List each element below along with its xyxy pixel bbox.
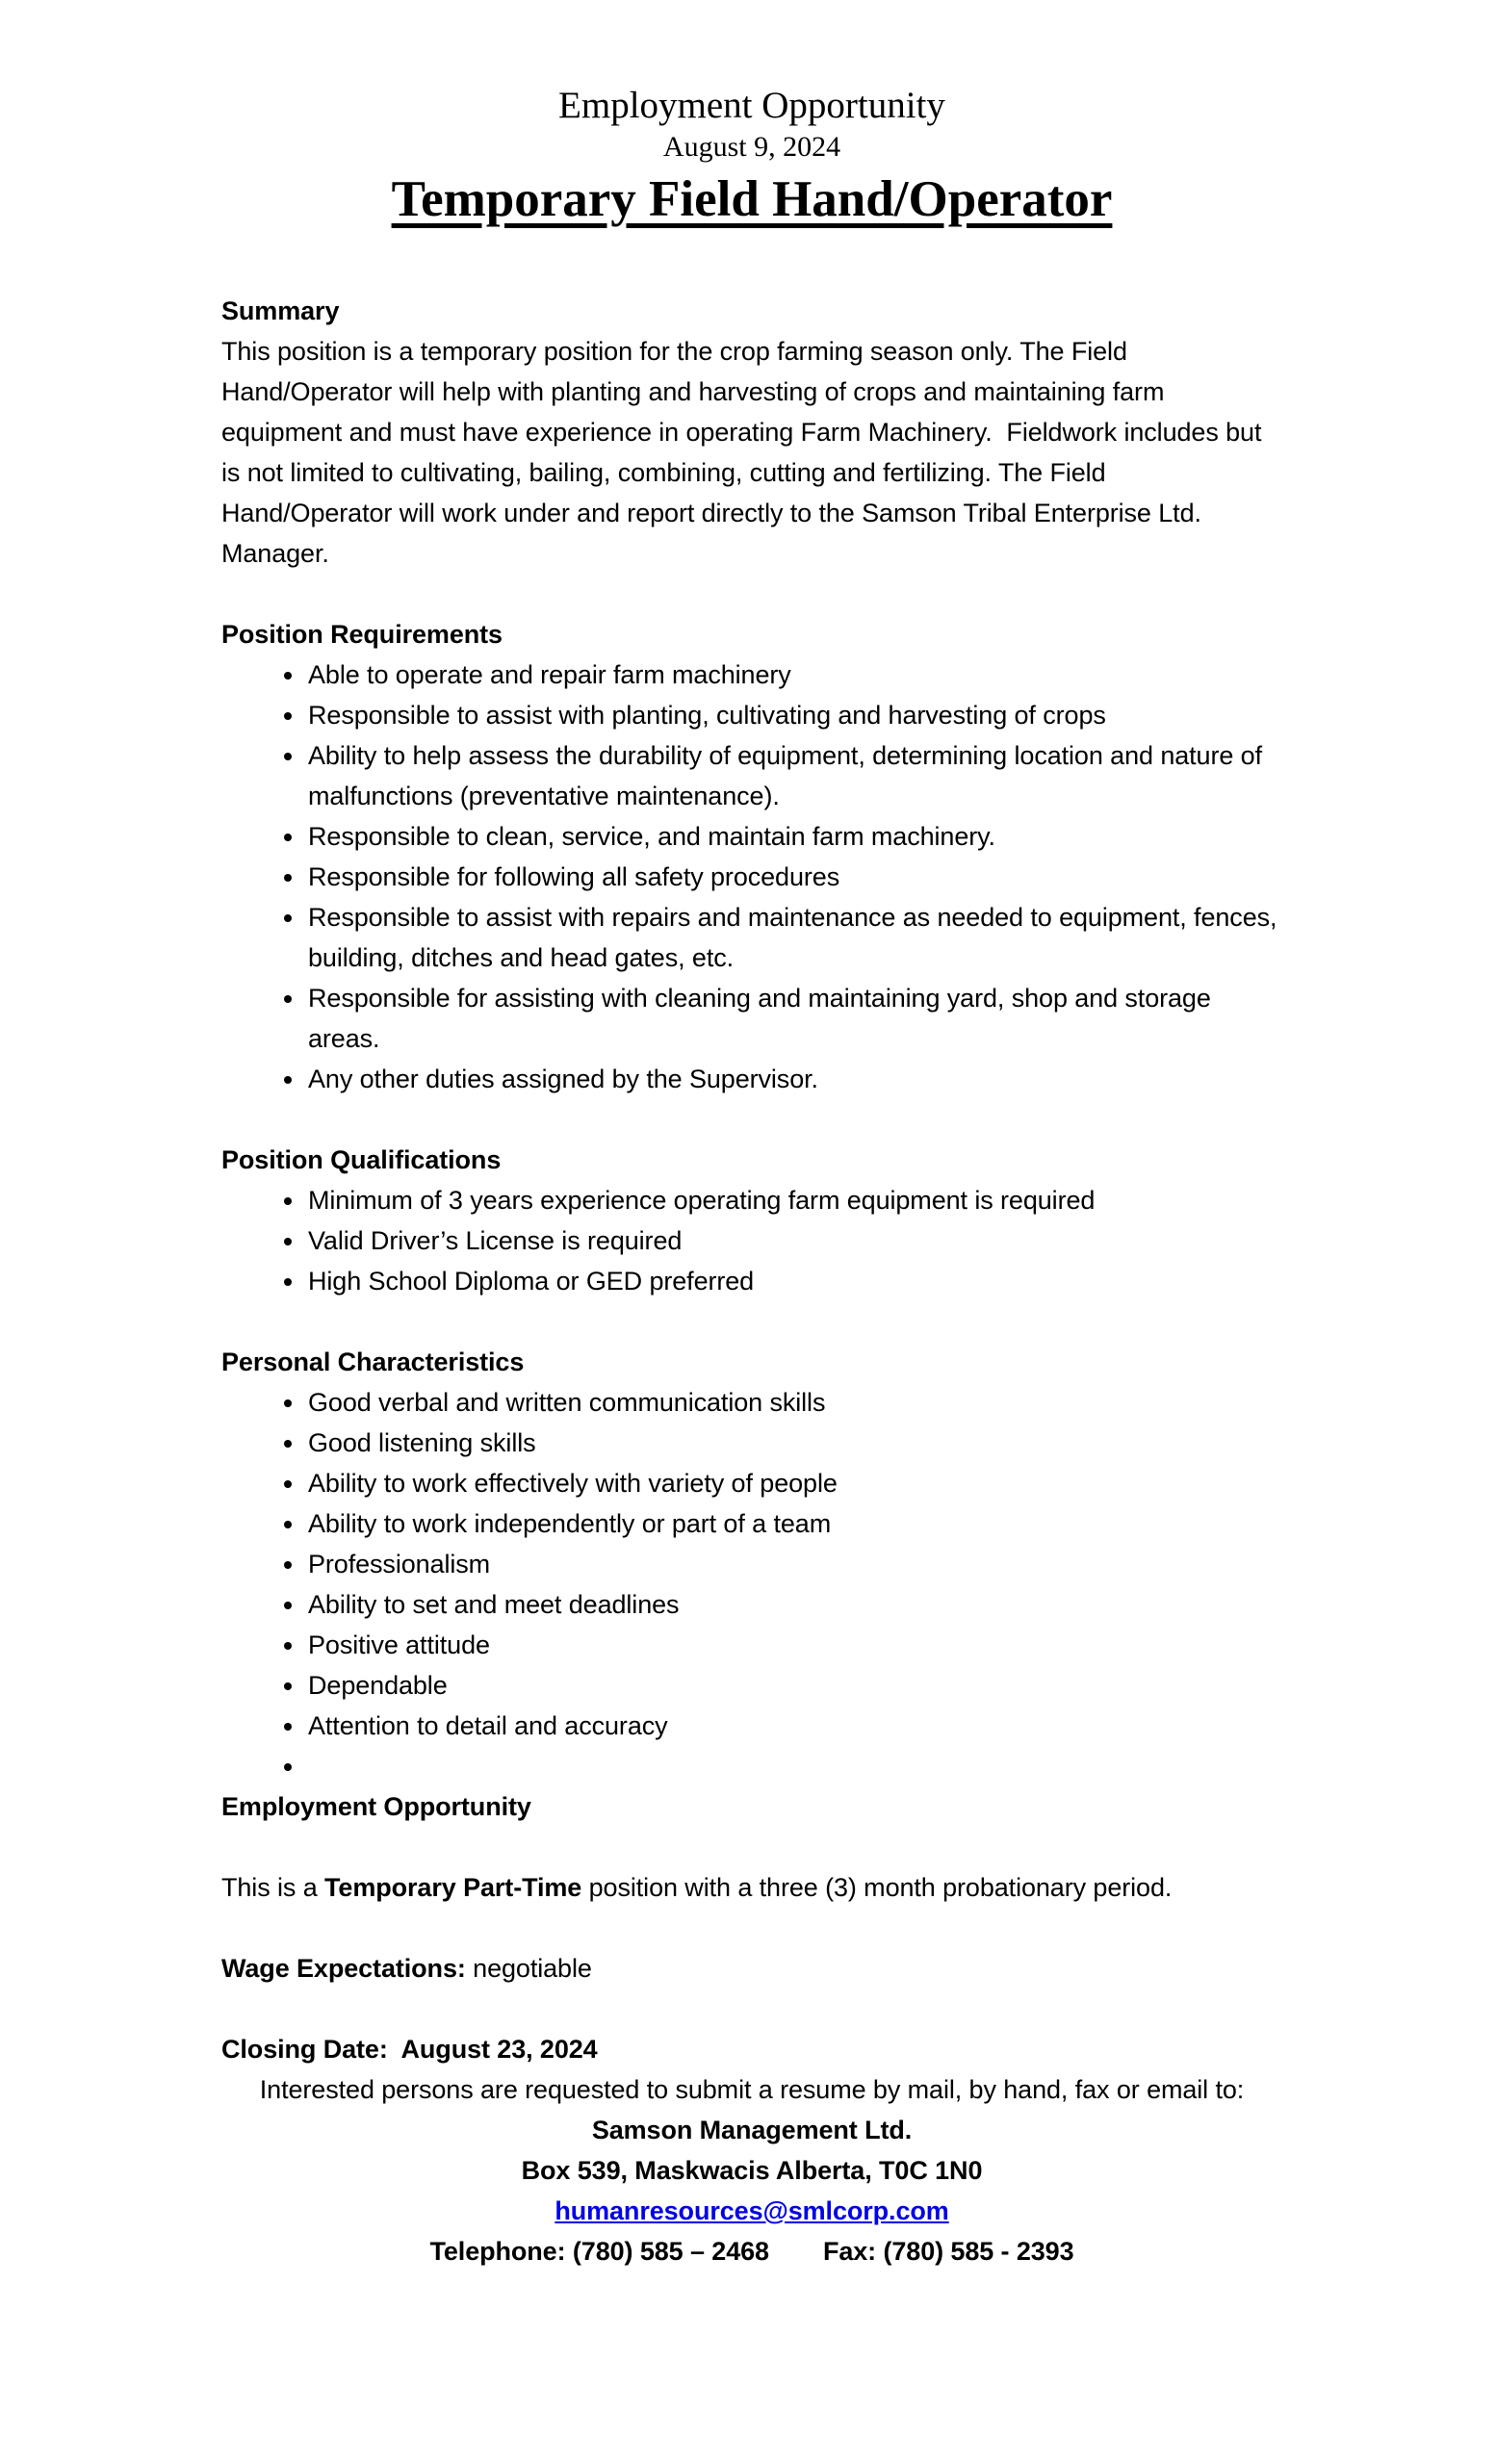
section-employment-opportunity [221,1786,1282,1908]
characteristic-item: • Ability to work independently or part of a team [306,1503,1282,1544]
characteristic-item: • Positive attitude [306,1625,1282,1665]
document-type-line: Employment Opportunity [558,85,945,126]
employment-type-pre: This is a [221,1873,325,1902]
qualification-item: • Valid Driver’s License is required [306,1220,1282,1261]
characteristic-item: • Good listening skills [306,1423,1282,1463]
characteristic-item: • Ability to work effectively with variety of people [306,1463,1282,1503]
email-link[interactable]: humanresources@smlcorp.com [555,2196,949,2225]
summary-paragraph: This position is a temporary position for the crop farming season only. The Field Hand/Operator will help with planting and harvesting of crops and maintaining farm equipment and must have experience in operating Farm Machinery. Fieldwork includes but is not limited to cultivating, bailing, combining, cutting and fertilizing. The Field Hand/Operator will work under and report directly to the Samson Tribal Enterprise Ltd. Manager. [221,337,1269,568]
company-address: Box 539, Maskwacis Alberta, T0C 1N0 [521,2156,983,2185]
requirement-item: • Responsible for following all safety procedures [306,857,1282,897]
telephone-number: Telephone: (780) 585 – 2468 [429,2237,769,2266]
position-requirements-heading: Position Requirements [221,620,503,649]
characteristic-item-empty [306,1746,1282,1786]
section-personal-characteristics [221,1342,1282,1786]
characteristic-item: • Professionalism [306,1544,1282,1584]
section-position-qualifications [221,1140,1282,1301]
characteristic-item: • Dependable [306,1665,1282,1706]
summary-heading: Summary [221,296,340,325]
position-qualifications-heading: Position Qualifications [221,1145,502,1174]
wage-expectations-value: negotiable [465,1954,592,1983]
section-position-requirements [221,614,1282,1099]
closing-date-line: Closing Date: August 23, 2024 [221,2035,598,2064]
characteristic-item: • Ability to set and meet deadlines [306,1584,1282,1625]
fax-number: Fax: (780) 585 - 2393 [822,2237,1074,2266]
requirement-item: • Responsible to assist with repairs and maintenance as needed to equipment, fences, building, ditches and head gates, etc. [306,897,1282,978]
requirement-item: • Responsible to assist with planting, cultivating and harvesting of crops [306,695,1282,735]
requirement-item: • Responsible to clean, service, and maintain farm machinery. [306,816,1282,857]
job-title-text: Temporary Field Hand/Operator [391,171,1113,227]
personal-characteristics-heading: Personal Characteristics [221,1348,525,1376]
requirement-item: • Able to operate and repair farm machinery [306,654,1282,695]
characteristic-item: • Good verbal and written communication skills [306,1382,1282,1423]
employment-type-post: position with a three (3) month probationary period. [581,1873,1173,1902]
closing-intro: Interested persons are requested to submit a resume by mail, by hand, fax or email to: [259,2075,1245,2104]
requirement-item: • Any other duties assigned by the Supervisor. [306,1059,1282,1099]
wage-expectations-line [221,1948,1282,1989]
requirement-item: • Responsible for assisting with cleaning and maintaining yard, shop and storage areas. [306,978,1282,1059]
document-date: August 9, 2024 [662,131,841,163]
characteristic-item: • Attention to detail and accuracy [306,1706,1282,1746]
position-requirements-list [221,654,1282,1099]
personal-characteristics-list [221,1382,1282,1786]
wage-expectations-label: Wage Expectations: [221,1954,466,1983]
company-name: Samson Management Ltd. [591,2116,913,2144]
qualification-item: • Minimum of 3 years experience operating farm equipment is required [306,1180,1282,1220]
closing-contact-block [221,2069,1282,2272]
qualification-item: • High School Diploma or GED preferred [306,1261,1282,1301]
employment-opportunity-heading: Employment Opportunity [221,1792,531,1821]
employment-type-bold: Temporary Part-Time [324,1873,582,1902]
requirement-item: • Ability to help assess the durability of equipment, determining location and nature of malfunctions (preventative maintenance). [306,735,1282,816]
phone-fax-line [221,2231,1282,2272]
position-qualifications-list [221,1180,1282,1301]
section-summary [221,291,1282,574]
document-header [221,83,1282,231]
job-title [221,167,1282,231]
employment-type-paragraph [221,1867,1282,1908]
